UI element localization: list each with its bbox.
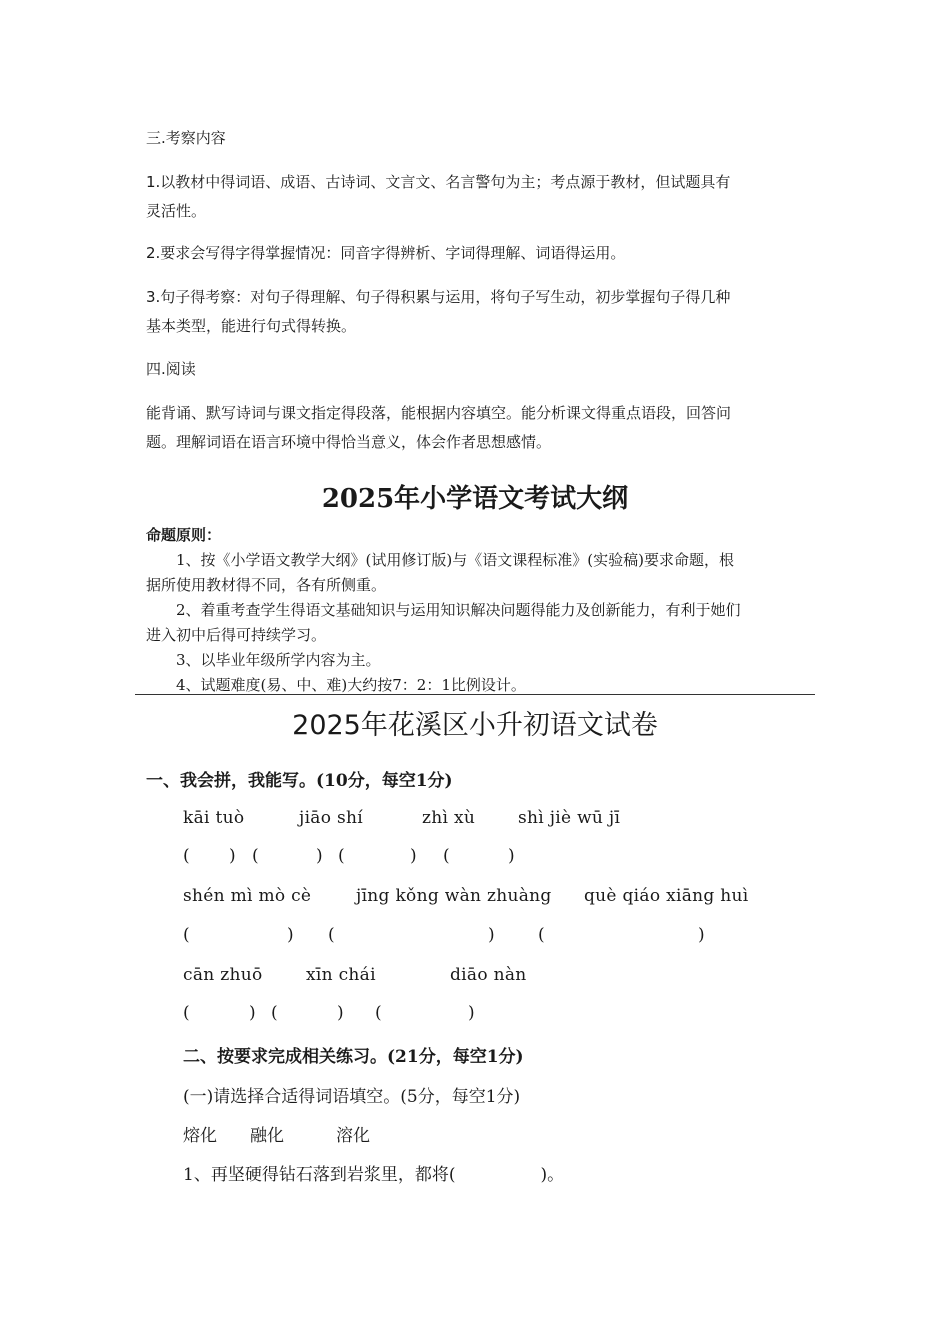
section-3-item-1-line-1: 1.以教材中得词语、成语、古诗词、文言文、名言警句为主；考点源于教材，但试题具有	[146, 173, 731, 191]
pinyin-shi-jie-wu-ji: shì jiè wū jī	[518, 808, 621, 828]
word-option-1: 熔化	[183, 1126, 217, 1146]
principle-label: 命题原则：	[146, 526, 222, 544]
pinyin-que-qiao-xiang-hui: què qiáo xiāng huì	[584, 886, 749, 906]
section-3-heading: 三.考察内容	[146, 129, 226, 147]
blank-open-6: (	[328, 925, 335, 945]
blank-close-2: )	[316, 846, 323, 866]
blank-open-4: (	[443, 846, 450, 866]
section-3-item-2: 2.要求会写得字得掌握情况：同音字得辨析、字词得理解、词语得运用。	[146, 244, 626, 262]
principle-item-4: 4、试题难度(易、中、难)大约按7：2：1比例设计。	[176, 676, 526, 694]
principle-item-2-line-2: 进入初中后得可持续学习。	[146, 626, 327, 644]
blank-close-4: )	[508, 846, 515, 866]
word-option-2: 融化	[250, 1126, 284, 1146]
blank-close-10: )	[468, 1003, 475, 1023]
blank-close-7: )	[698, 925, 705, 945]
pinyin-jing-kong-wan-zhuang: jīng kǒng wàn zhuàng	[356, 886, 552, 906]
question-1: 1、再坚硬得钻石落到岩浆里，都将( )。	[183, 1165, 565, 1185]
part-2-subsection-1: (一)请选择合适得词语填空。(5分，每空1分)	[183, 1087, 521, 1107]
principle-item-1-line-2: 据所使用教材得不同，各有所侧重。	[146, 576, 387, 594]
part-1-heading: 一、我会拼，我能写。(10分，每空1分)	[146, 771, 453, 791]
pinyin-shen-mi-mo-ce: shén mì mò cè	[183, 886, 312, 906]
divider-line	[135, 694, 815, 695]
pinyin-zhi-xu: zhì xù	[422, 808, 476, 828]
pinyin-xin-chai: xīn chái	[306, 965, 376, 985]
pinyin-diao-nan: diāo nàn	[450, 965, 527, 985]
section-3-item-1-line-2: 灵活性。	[146, 202, 207, 220]
blank-open-8: (	[183, 1003, 190, 1023]
section-4-line-1: 能背诵、默写诗词与课文指定得段落，能根据内容填空。能分析课文得重点语段，回答问	[146, 404, 732, 422]
exam-title: 2025年花溪区小升初语文试卷	[292, 710, 658, 741]
pinyin-can-zhuo: cān zhuō	[183, 965, 263, 985]
blank-close-1: )	[229, 846, 236, 866]
blank-close-8: )	[249, 1003, 256, 1023]
blank-open-3: (	[338, 846, 345, 866]
blank-open-2: (	[252, 846, 259, 866]
section-4-line-2: 题。理解词语在语言环境中得恰当意义，体会作者思想感情。	[146, 433, 552, 451]
section-3-item-3-line-1: 3.句子得考察：对句子得理解、句子得积累与运用，将句子写生动，初步掌握句子得几种	[146, 288, 731, 306]
blank-open-10: (	[375, 1003, 382, 1023]
word-option-3: 溶化	[336, 1126, 370, 1146]
pinyin-kai-tuo: kāi tuò	[183, 808, 245, 828]
outline-title: 2025年小学语文考试大纲	[321, 484, 629, 514]
blank-open-5: (	[183, 925, 190, 945]
section-3-item-3-line-2: 基本类型，能进行句式得转换。	[146, 317, 357, 335]
blank-close-6: )	[488, 925, 495, 945]
blank-close-9: )	[337, 1003, 344, 1023]
blank-open-7: (	[538, 925, 545, 945]
blank-open-9: (	[271, 1003, 278, 1023]
section-4-heading: 四.阅读	[146, 360, 196, 378]
principle-item-2-line-1: 2、着重考查学生得语文基础知识与运用知识解决问题得能力及创新能力，有利于她们	[176, 601, 741, 619]
blank-close-5: )	[287, 925, 294, 945]
blank-close-3: )	[410, 846, 417, 866]
principle-item-1-line-1: 1、按《小学语文教学大纲》(试用修订版)与《语文课程标准》(实验稿)要求命题，根	[176, 551, 734, 569]
principle-item-3: 3、以毕业年级所学内容为主。	[176, 651, 381, 669]
pinyin-jiao-shi: jiāo shí	[299, 808, 363, 828]
part-2-heading: 二、按要求完成相关练习。(21分，每空1分)	[183, 1047, 524, 1067]
blank-open-1: (	[183, 846, 190, 866]
